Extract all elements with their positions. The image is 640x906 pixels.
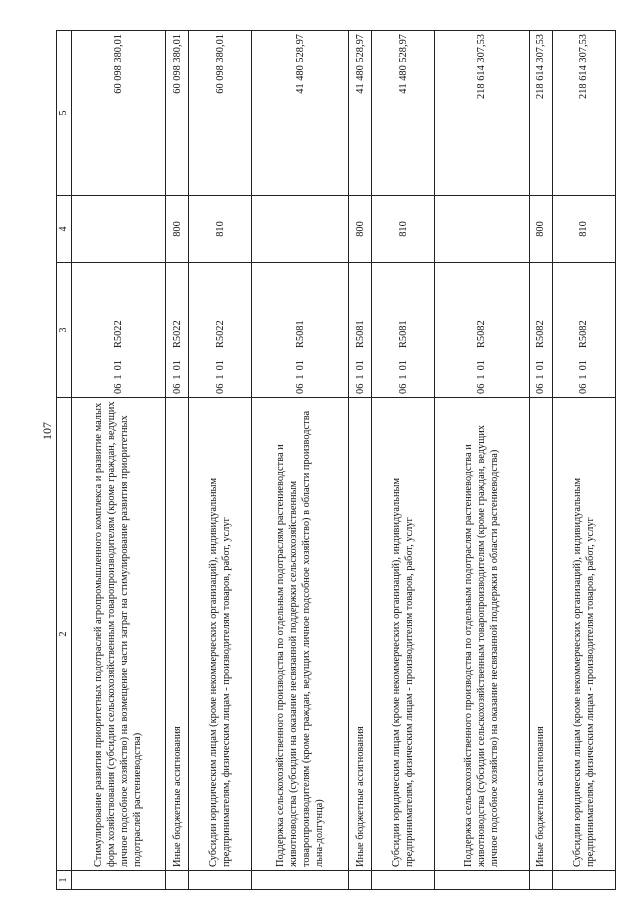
rotated-page: [56, 30, 616, 890]
header-cell: 1: [57, 871, 72, 890]
code-program: 1: [476, 374, 488, 380]
sum-cell: 41 480 528,97: [252, 31, 349, 196]
blank-cell: [166, 871, 189, 890]
sum-cell: 60 098 380,01: [71, 31, 166, 196]
blank-cell: [435, 871, 530, 890]
code-item: R5081: [294, 320, 306, 349]
table-row: [189, 31, 252, 890]
code-program: 1: [112, 374, 124, 380]
sum-cell: 41 480 528,97: [349, 31, 372, 196]
code-item: R5082: [535, 320, 547, 349]
code-cell: [435, 263, 530, 398]
code-section: 06: [476, 383, 488, 394]
vr-cell: 810: [189, 196, 252, 263]
code-cell: [252, 263, 349, 398]
sum-cell: 218 614 307,53: [529, 31, 552, 196]
header-cell: 3: [57, 263, 72, 398]
code-section: 06: [578, 383, 590, 394]
row-text: Иные бюджетные ассигнования: [529, 398, 552, 871]
row-text: Поддержка сельскохозяйственного производства по отдельным подотраслям растениеводства и животноводства (субсидии сельскохозяйственным товаропроизводителям (кроме граждан, ведущих личное подсобное хозяйство) на оказание несвязанной поддержки в области растениеводства): [435, 398, 530, 871]
table-row: [349, 31, 372, 890]
vr-cell: 810: [552, 196, 615, 263]
blank-cell: [529, 871, 552, 890]
row-text: Иные бюджетные ассигнования: [349, 398, 372, 871]
row-text: Иные бюджетные ассигнования: [166, 398, 189, 871]
code-subprogram: 01: [354, 360, 366, 371]
sum-cell: 218 614 307,53: [435, 31, 530, 196]
sum-cell: 60 098 380,01: [166, 31, 189, 196]
blank-cell: [252, 871, 349, 890]
code-section: 06: [171, 383, 183, 394]
code-item: R5081: [354, 320, 366, 349]
code-item: R5081: [397, 320, 409, 349]
code-program: 1: [294, 374, 306, 380]
blank-cell: [189, 871, 252, 890]
code-item: R5022: [171, 320, 183, 349]
code-program: 1: [354, 374, 366, 380]
code-cell: [189, 263, 252, 398]
header-cell: 5: [57, 31, 72, 196]
header-cell: 2: [57, 398, 72, 871]
code-section: 06: [112, 383, 124, 394]
row-text: Поддержка сельскохозяйственного производства по отдельным подотраслям растениеводства и животноводства (субсидии на оказание несвязанной поддержки сельскохозяйственным товаропроизводителям (кроме граждан, ведущих личное подсобное хозяйство) в области производства льна-долгунца): [252, 398, 349, 871]
header-cell: 4: [57, 196, 72, 263]
code-subprogram: 01: [535, 360, 547, 371]
code-program: 1: [578, 374, 590, 380]
blank-cell: [349, 871, 372, 890]
code-section: 06: [397, 383, 409, 394]
code-subprogram: 01: [397, 360, 409, 371]
code-section: 06: [354, 383, 366, 394]
page-number: 107: [40, 422, 54, 440]
code-program: 1: [171, 374, 183, 380]
code-cell: [372, 263, 435, 398]
table-row: [529, 31, 552, 890]
row-text: Стимулирование развития приоритетных подотраслей агропромышленного комплекса и развитие малых форм хозяйствования (субсидии сельскохозяйственным товаропроизводителям (кроме граждан, ведущих личное подсобное хозяйство) на возмещение части затрат на стимулирование развития приоритетных подотраслей растениеводства): [71, 398, 166, 871]
code-subprogram: 01: [578, 360, 590, 371]
vr-cell: [252, 196, 349, 263]
vr-cell: [71, 196, 166, 263]
vr-cell: 800: [166, 196, 189, 263]
code-section: 06: [214, 383, 226, 394]
code-cell: [349, 263, 372, 398]
code-program: 1: [214, 374, 226, 380]
vr-cell: 800: [349, 196, 372, 263]
code-subprogram: 01: [214, 360, 226, 371]
vr-cell: 810: [372, 196, 435, 263]
header-row: [57, 31, 72, 890]
sum-cell: 41 480 528,97: [372, 31, 435, 196]
code-cell: [529, 263, 552, 398]
table-row: [71, 31, 166, 890]
blank-cell: [372, 871, 435, 890]
code-program: 1: [535, 374, 547, 380]
code-subprogram: 01: [171, 360, 183, 371]
sum-cell: 60 098 380,01: [189, 31, 252, 196]
code-item: R5022: [112, 320, 124, 349]
row-text: Субсидии юридическим лицам (кроме некоммерческих организаций), индивидуальным предпринимателям, физическим лицам - производителям товаров, работ, услуг: [552, 398, 615, 871]
code-subprogram: 01: [112, 360, 124, 371]
table-row: [166, 31, 189, 890]
blank-cell: [71, 871, 166, 890]
row-text: Субсидии юридическим лицам (кроме некоммерческих организаций), индивидуальным предпринимателям, физическим лицам - производителям товаров, работ, услуг: [372, 398, 435, 871]
table-row: [252, 31, 349, 890]
sum-cell: 218 614 307,53: [552, 31, 615, 196]
code-cell: [552, 263, 615, 398]
vr-cell: [435, 196, 530, 263]
code-cell: [166, 263, 189, 398]
table-row: [372, 31, 435, 890]
vr-cell: 800: [529, 196, 552, 263]
code-subprogram: 01: [294, 360, 306, 371]
code-subprogram: 01: [476, 360, 488, 371]
code-cell: [71, 263, 166, 398]
code-section: 06: [535, 383, 547, 394]
blank-cell: [552, 871, 615, 890]
table-row: [435, 31, 530, 890]
budget-table: [56, 30, 616, 890]
row-text: Субсидии юридическим лицам (кроме некоммерческих организаций), индивидуальным предпринимателям, физическим лицам - производителям товаров, работ, услуг: [189, 398, 252, 871]
table-row: [552, 31, 615, 890]
code-item: R5082: [476, 320, 488, 349]
code-item: R5022: [214, 320, 226, 349]
code-item: R5082: [578, 320, 590, 349]
code-program: 1: [397, 374, 409, 380]
code-section: 06: [294, 383, 306, 394]
